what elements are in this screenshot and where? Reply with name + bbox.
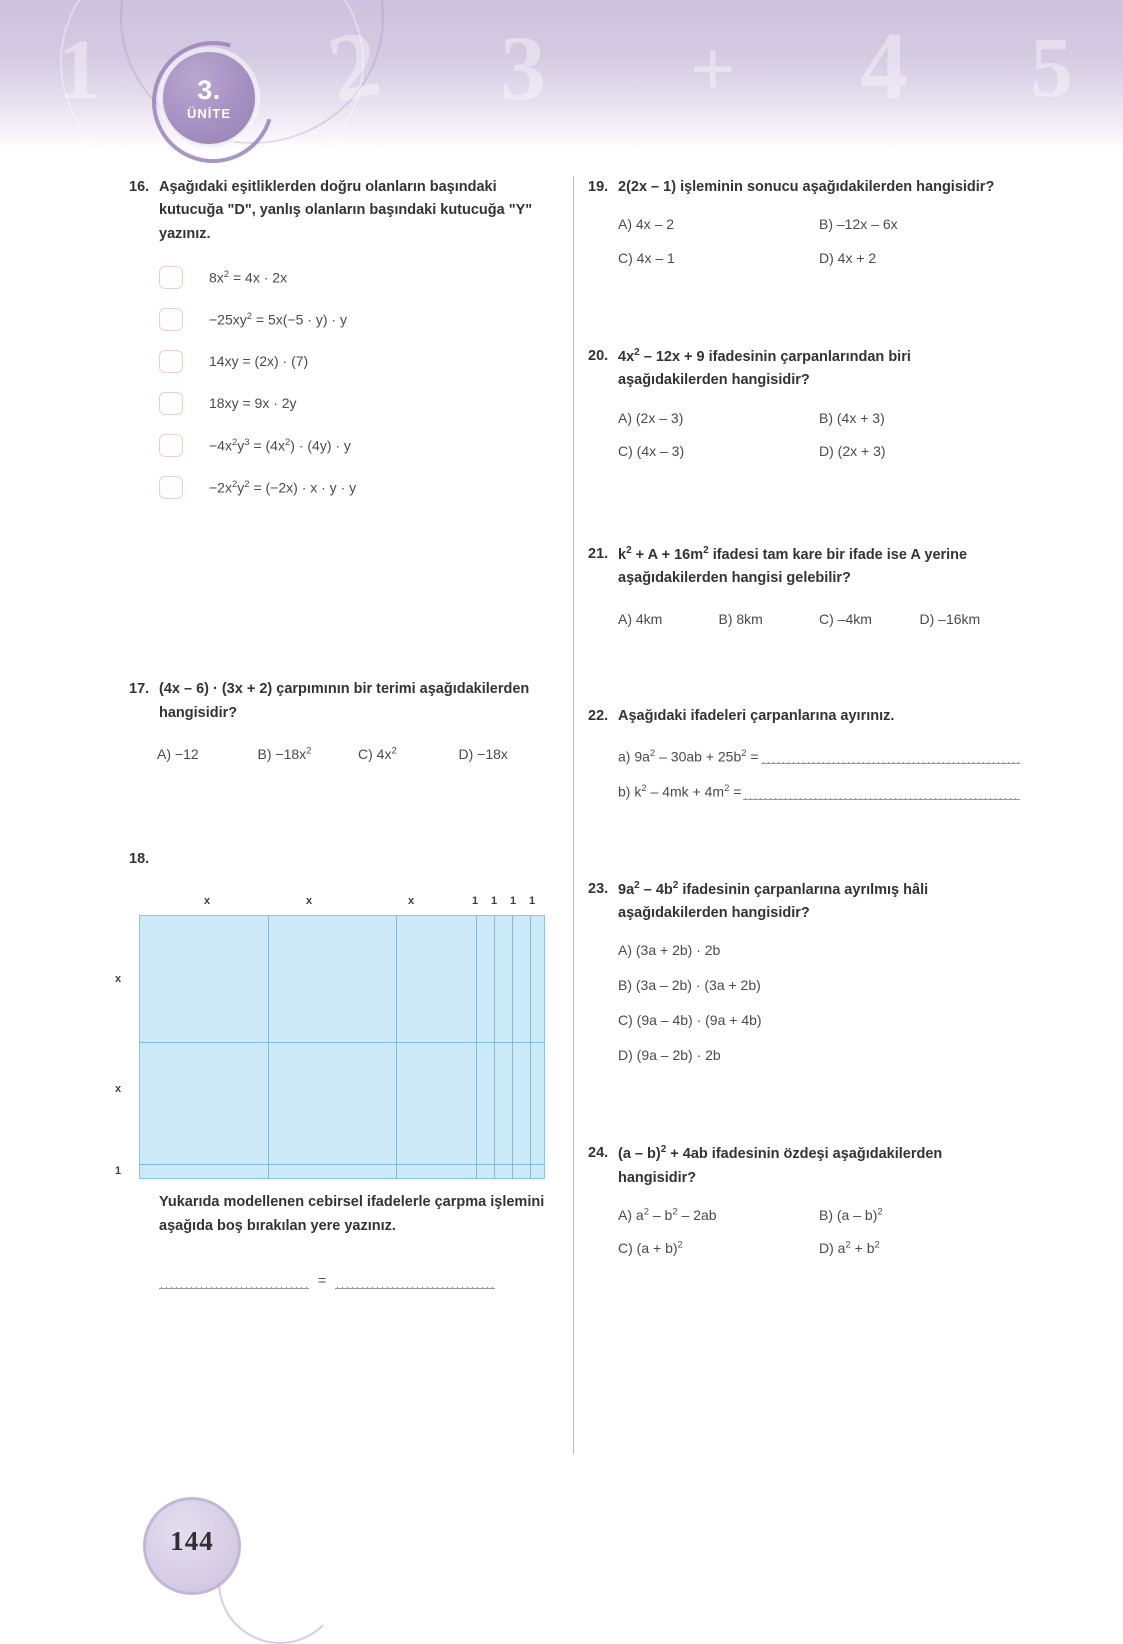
model-column-label-one4: 1	[528, 895, 536, 908]
checkbox-5[interactable]	[159, 434, 183, 457]
question-18-algebra-tile-model	[115, 889, 559, 1185]
checkbox-row	[159, 466, 559, 508]
option-d[interactable]: D) –16km	[919, 610, 981, 627]
question-22-expression-b: b) $k^2 - 4mk + 4m^2$ =	[618, 783, 742, 800]
option-d[interactable]: D) −18x	[458, 746, 508, 763]
question-19-number: 19.	[588, 179, 609, 195]
question-21-text: $k^2 + A + 16m^2$ ifadesi tam kare bir ifade ise A yerine aşağıdakilerden hangisi gelebilir?	[618, 545, 968, 587]
grid-hline	[140, 1042, 544, 1043]
checkbox-row	[159, 424, 559, 466]
unit-badge	[163, 52, 255, 144]
question-21	[588, 543, 1020, 628]
question-18-number: 18.	[129, 850, 150, 867]
question-23-text: $9a^2 - 4b^2$ ifadesinin çarpanlarına ayrılmış hâli aşağıdakilerden hangisidir?	[618, 879, 929, 922]
question-18	[115, 848, 559, 1289]
model-row-label-x2: x	[115, 1083, 122, 1096]
question-23-options	[588, 941, 1020, 1065]
page-number-badge	[143, 1497, 241, 1595]
unit-number: 3.	[197, 74, 221, 105]
option-c[interactable]: C) $(a + b)^2$	[618, 1239, 683, 1257]
option-b[interactable]: B) (4x + 3)	[819, 409, 885, 426]
question-23-number: 23.	[588, 880, 609, 897]
question-23	[588, 878, 1020, 1065]
answer-blank-b[interactable]	[743, 786, 1020, 800]
question-16	[129, 176, 559, 508]
question-22-number: 22.	[588, 708, 609, 725]
checkbox-row	[159, 256, 559, 298]
model-column-label-x3: x	[407, 895, 415, 908]
grid-vline	[268, 916, 269, 1178]
equation-5: $-4x^2y^3 = (4x^2) \cdot (4y) \cdot y$	[209, 437, 351, 454]
question-24-options	[588, 1206, 1020, 1257]
option-d[interactable]: D) (9a – 2b) · 2b	[618, 1047, 721, 1064]
checkbox-row	[159, 382, 559, 424]
question-21-number: 21.	[588, 546, 609, 563]
checkbox-4[interactable]	[159, 392, 183, 415]
option-c[interactable]: C) (9a – 4b) · (9a + 4b)	[618, 1011, 762, 1028]
question-16-checkbox-list	[129, 256, 559, 508]
answer-blank-left[interactable]	[159, 1275, 309, 1289]
question-22-text: Aşağıdaki ifadeleri çarpanlarına ayırınız.	[618, 708, 895, 725]
checkbox-2[interactable]	[159, 308, 183, 331]
answer-blank-a[interactable]	[761, 750, 1020, 764]
watermark-plus: +	[690, 26, 736, 114]
option-a[interactable]: A) $a^2 - b^2 - 2ab$	[618, 1206, 717, 1224]
question-19	[588, 176, 1020, 267]
question-17	[129, 678, 559, 763]
right-column	[588, 176, 1020, 1258]
checkbox-3[interactable]	[159, 350, 183, 373]
equation-1: $8x^2 = 4x \cdot 2x$	[209, 269, 288, 286]
question-22-expression-a: a) $9a^2 - 30ab + 25b^2$ =	[618, 747, 759, 765]
equation-2: $-25xy^2 = 5x(-5 \cdot y) \cdot y$	[209, 311, 347, 328]
question-22-item-b	[588, 783, 1020, 800]
checkbox-1[interactable]	[159, 266, 183, 289]
watermark-digit: 3	[500, 17, 546, 119]
question-22-item-a	[588, 748, 1020, 765]
option-d[interactable]: D) $a^2 + b^2$	[819, 1239, 880, 1257]
option-a[interactable]: A) −12	[157, 746, 199, 763]
question-18-prompt: Yukarıda modellenen cebirsel ifadelerle çarpma işlemini aşağıda boş bırakılan yere yazınız.	[159, 1194, 545, 1234]
option-c[interactable]: C) $4x^2$	[358, 745, 397, 763]
grid-vline	[476, 916, 477, 1178]
question-17-text: (4x – 6) · (3x + 2) çarpımının bir terimi aşağıdakilerden hangisidir?	[159, 681, 530, 721]
question-20	[588, 345, 1020, 460]
question-19-text: 2(2x – 1) işleminin sonucu aşağıdakilerden hangisidir?	[618, 179, 995, 195]
watermark-digit: 5	[1030, 19, 1073, 115]
option-a[interactable]: A) 4x – 2	[618, 216, 675, 233]
option-a[interactable]: A) 4km	[618, 610, 663, 627]
grid-hline	[140, 1164, 544, 1165]
option-a[interactable]: A) (3a + 2b) · 2b	[618, 941, 721, 958]
question-21-options	[588, 610, 1020, 628]
algebra-tile-grid	[139, 915, 545, 1179]
model-row-label-x1: x	[115, 973, 122, 986]
question-20-options	[588, 409, 1020, 460]
watermark-digit: 1	[58, 21, 101, 117]
option-b[interactable]: B) (a – b)$^2$	[819, 1206, 883, 1224]
option-d[interactable]: D) 4x + 2	[819, 249, 877, 266]
equation-6: $-2x^2y^2 = (-2x) \cdot x \cdot y \cdot y$	[209, 479, 357, 496]
option-a[interactable]: A) (2x – 3)	[618, 409, 684, 426]
model-row-label-one: 1	[115, 1165, 122, 1178]
model-column-label-one2: 1	[490, 895, 498, 908]
watermark-digit: 4	[860, 12, 908, 119]
checkbox-row	[159, 298, 559, 340]
model-column-label-x2: x	[305, 895, 313, 908]
question-16-text: Aşağıdaki eşitliklerden doğru olanların başındaki kutucuğa "D", yanlış olanların başındaki kutucuğa "Y" yazınız.	[159, 179, 533, 242]
question-16-number: 16.	[129, 179, 150, 195]
equation-4: 18xy = 9x · 2y	[209, 395, 297, 412]
grid-vline	[512, 916, 513, 1178]
option-b[interactable]: B) –12x – 6x	[819, 216, 898, 233]
question-24-number: 24.	[588, 1145, 609, 1162]
grid-vline	[494, 916, 495, 1178]
equals-sign: =	[318, 1272, 327, 1289]
answer-blank-right[interactable]	[335, 1275, 495, 1289]
model-column-label-x1: x	[203, 895, 211, 908]
question-19-options	[588, 215, 1020, 266]
question-17-number: 17.	[129, 681, 150, 698]
checkbox-6[interactable]	[159, 476, 183, 499]
column-divider	[573, 176, 574, 1454]
model-column-label-one1: 1	[471, 895, 479, 908]
option-b[interactable]: $B) -18x^2$	[257, 745, 312, 763]
grid-vline	[530, 916, 531, 1178]
model-column-label-one3: 1	[509, 895, 517, 908]
question-22	[588, 705, 1020, 800]
option-c[interactable]: C) –4km	[819, 610, 872, 627]
question-24	[588, 1142, 1020, 1257]
watermark-digit: 2	[319, 8, 389, 123]
option-d[interactable]: D) (2x + 3)	[819, 442, 886, 459]
question-17-options	[129, 745, 559, 763]
question-20-text: $4x^2 - 12x + 9$ ifadesinin çarpanlarından biri aşağıdakilerden hangisidir?	[618, 346, 911, 389]
question-20-number: 20.	[588, 347, 609, 364]
option-c[interactable]: C) 4x – 1	[618, 249, 675, 266]
option-b[interactable]: B) 8km	[718, 610, 763, 627]
unit-label: ÜNİTE	[187, 105, 231, 121]
equation-3: 14xy = (2x) · (7)	[209, 353, 309, 370]
option-c[interactable]: C) (4x – 3)	[618, 442, 685, 459]
question-24-text: (a – b)$^2$ + 4ab ifadesinin özdeşi aşağıdakilerden hangisidir?	[618, 1144, 943, 1186]
question-18-answer-row	[129, 1272, 559, 1289]
option-b[interactable]: B) (3a – 2b) · (3a + 2b)	[618, 976, 761, 993]
left-column	[115, 176, 559, 1289]
checkbox-row	[159, 340, 559, 382]
grid-vline	[396, 916, 397, 1178]
page-number: 144	[170, 1525, 214, 1556]
